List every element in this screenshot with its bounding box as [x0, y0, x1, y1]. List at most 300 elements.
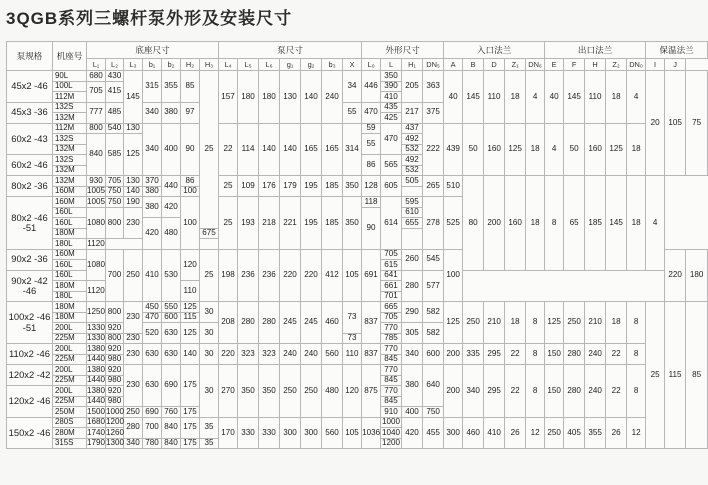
- dimension-cell: 8: [627, 344, 646, 365]
- pump-model-cell: 45x3 -36: [7, 102, 53, 123]
- dimension-cell: 540: [106, 123, 124, 134]
- dimension-cell: 22: [505, 365, 526, 418]
- dimension-cell: 330: [238, 417, 259, 449]
- dimension-cell: 280: [238, 302, 259, 344]
- dimension-cell: 1005: [87, 186, 106, 196]
- dimension-cell: 470: [381, 123, 402, 155]
- base-number-cell: 200L: [53, 386, 87, 397]
- header-inlet-flange: 入口法兰: [444, 42, 545, 59]
- dimension-cell: 175: [181, 438, 200, 449]
- dimension-cell: 190: [124, 197, 143, 208]
- dimension-cell: 455: [423, 417, 444, 449]
- dimension-cell: 1036: [362, 417, 381, 449]
- dimension-cell: 140: [301, 71, 322, 124]
- header-sub: Z₁: [505, 59, 526, 71]
- dimension-cell: 840: [87, 134, 106, 176]
- dimension-cell: 73: [343, 333, 362, 344]
- dimension-cell: 278: [423, 197, 444, 250]
- dimension-cell: 330: [259, 417, 280, 449]
- dimension-cell: 837: [362, 344, 381, 365]
- base-number-cell: 225M: [53, 333, 87, 344]
- pump-model-cell: 150x2 -46: [7, 417, 53, 449]
- dimension-cell: 179: [280, 176, 301, 197]
- dimension-cell: 750: [423, 407, 444, 418]
- dimension-cell: 222: [423, 123, 444, 176]
- dimension-cell: 180: [259, 71, 280, 124]
- dimension-cell: 560: [322, 417, 343, 449]
- dimension-cell: 193: [238, 197, 259, 250]
- dimension-cell: 530: [162, 249, 181, 302]
- header-sub: A: [444, 59, 463, 71]
- pump-model-cell: 60x2 -43: [7, 123, 53, 155]
- dimension-cell: 218: [259, 197, 280, 250]
- dimension-cell: 640: [423, 365, 444, 407]
- dimension-cell: 217: [402, 102, 423, 123]
- dimension-cell: 675: [200, 228, 219, 239]
- dimension-cell: 437: [402, 123, 423, 134]
- dimension-cell: 777: [87, 102, 106, 123]
- base-number-cell: 160M: [53, 186, 87, 197]
- dimension-cell: 118: [362, 197, 381, 208]
- dimension-cell: 230: [124, 365, 143, 407]
- dimension-cell: 85: [181, 71, 200, 103]
- base-number-cell: 132M: [53, 176, 87, 187]
- dimension-cell: 1440: [87, 396, 106, 406]
- pump-model-cell: 90x2 -36: [7, 249, 53, 270]
- dimension-cell: 525: [444, 197, 463, 250]
- dimension-cell: 230: [124, 207, 143, 239]
- dimension-cell: 1380: [87, 385, 106, 395]
- dimension-cell: 18: [627, 123, 646, 176]
- dimension-cell: 280: [564, 344, 585, 365]
- dimension-cell: 800: [106, 302, 124, 323]
- dimension-cell: 1120: [87, 238, 105, 248]
- dimension-cell: 18: [505, 71, 526, 124]
- dimension-cell: 1680: [87, 417, 106, 427]
- base-number-cell: 112M: [53, 92, 87, 103]
- dimension-table: [6, 41, 708, 449]
- dimension-cell: 595: [402, 197, 423, 208]
- header-sub: L₁: [87, 59, 106, 71]
- header-sub: J: [665, 59, 686, 71]
- table-row: [7, 59, 708, 71]
- dimension-cell: 18: [606, 71, 627, 124]
- dimension-cell: 145: [463, 71, 484, 124]
- header-outline-dims: 外形尺寸: [362, 42, 444, 59]
- header-base-dims: 底座尺寸: [87, 42, 219, 59]
- header-sub: DN₅: [423, 59, 444, 71]
- dimension-cell: 50: [564, 123, 585, 176]
- dimension-cell: 875: [362, 365, 381, 418]
- dimension-cell: 25: [219, 197, 238, 250]
- dimension-cell: 582: [423, 323, 444, 344]
- header-outlet-flange: 出口法兰: [545, 42, 646, 59]
- dimension-cell: 1380: [87, 343, 106, 353]
- dimension-cell: 30: [200, 302, 219, 323]
- dimension-cell: 480: [322, 365, 343, 418]
- dimension-cell: 90: [362, 207, 381, 249]
- document-title: 3QGB系列三螺杆泵外形及安装尺寸: [6, 9, 293, 28]
- dimension-cell: 230: [124, 333, 143, 344]
- dimension-cell: 100: [181, 197, 200, 250]
- header-sub: L₃: [124, 59, 143, 71]
- dimension-cell: 323: [259, 344, 280, 365]
- dimension-cell: 630: [143, 344, 162, 365]
- dimension-cell: 230: [124, 344, 143, 365]
- dimension-cell: 145: [564, 71, 585, 124]
- dimension-cell: 35: [200, 417, 219, 438]
- base-number-cell: 132S: [53, 134, 87, 145]
- dimension-cell: 175: [181, 417, 200, 438]
- dimension-cell: 545: [423, 249, 444, 270]
- dimension-cell: 115: [665, 302, 686, 449]
- dimension-cell: 705: [106, 176, 124, 187]
- dimension-cell: 350: [259, 365, 280, 418]
- dimension-cell: 410: [484, 417, 505, 449]
- dimension-cell: 236: [259, 249, 280, 302]
- base-number-cell: 180L: [53, 239, 87, 250]
- dimension-cell: 125: [444, 302, 463, 344]
- base-number-cell: 280S: [53, 417, 87, 428]
- dimension-cell: 35: [200, 438, 219, 449]
- dimension-cell: 290: [402, 302, 423, 323]
- dimension-cell: 410: [143, 249, 162, 302]
- dimension-cell: 59: [362, 123, 381, 134]
- dimension-cell: 680: [87, 71, 106, 82]
- dimension-cell: 25: [200, 249, 219, 302]
- dimension-cell: 12: [526, 417, 545, 449]
- dimension-cell: 4: [646, 176, 665, 271]
- dimension-cell: 800: [106, 333, 124, 344]
- pump-model-cell: 90x2 -42 -46: [7, 270, 53, 302]
- dimension-cell: 240: [322, 71, 343, 124]
- dimension-cell: 160: [505, 176, 526, 271]
- dimension-cell: 75: [686, 71, 708, 176]
- dimension-cell: 600: [423, 344, 444, 365]
- dimension-cell: 350: [343, 197, 362, 250]
- base-number-cell: 160L: [53, 218, 87, 229]
- dimension-cell: 270: [219, 365, 238, 418]
- dimension-cell: 4: [627, 71, 646, 124]
- dimension-cell: 340: [463, 365, 484, 418]
- dimension-cell: 18: [526, 123, 545, 176]
- dimension-cell: 80: [463, 176, 484, 271]
- dimension-cell: 109: [238, 176, 259, 197]
- dimension-cell: 128: [362, 176, 381, 197]
- header-sub: H₃: [200, 59, 219, 71]
- dimension-cell: 265: [423, 176, 444, 197]
- dimension-cell: 105: [665, 71, 686, 176]
- dimension-cell: 700: [143, 417, 162, 438]
- dimension-cell: 240: [585, 365, 606, 418]
- dimension-cell: 335: [463, 344, 484, 365]
- dimension-cell: 785: [381, 333, 402, 344]
- dimension-cell: 65: [564, 176, 585, 271]
- dimension-cell: 910: [381, 407, 402, 418]
- dimension-cell: 4: [526, 71, 545, 124]
- pump-model-cell: 80x2 -46 -51: [7, 197, 53, 250]
- dimension-cell: 185: [585, 176, 606, 271]
- dimension-cell: 340: [124, 438, 143, 449]
- dimension-cell: 1005: [87, 196, 106, 206]
- dimension-cell: 26: [606, 417, 627, 449]
- dimension-cell: 180: [686, 249, 708, 302]
- dimension-cell: 34: [343, 71, 362, 103]
- base-number-cell: 160L: [53, 270, 87, 281]
- base-number-cell: 200L: [53, 344, 87, 355]
- dimension-cell: 30: [200, 344, 219, 365]
- dimension-cell: 175: [181, 365, 200, 407]
- dimension-cell: 492: [402, 134, 423, 145]
- dimension-cell: 446: [362, 71, 381, 103]
- dimension-cell: 55: [343, 102, 362, 123]
- dimension-cell: 980: [106, 396, 124, 407]
- dimension-cell: 700: [106, 249, 124, 302]
- dimension-cell: 532: [402, 144, 423, 155]
- dimension-cell: 375: [423, 102, 444, 123]
- dimension-cell: 25: [200, 71, 219, 229]
- dimension-cell: 140: [181, 344, 200, 365]
- dimension-cell: 577: [423, 270, 444, 302]
- dimension-cell: 55: [362, 134, 381, 155]
- dimension-cell: 40: [545, 71, 564, 124]
- dimension-cell: 800: [106, 207, 124, 239]
- header-sub: b₁: [143, 59, 162, 71]
- dimension-cell: 1500: [87, 406, 106, 416]
- dimension-cell: 176: [259, 176, 280, 197]
- header-sub: H₂: [181, 59, 200, 71]
- base-number-cell: 280M: [53, 428, 87, 439]
- dimension-cell: 1330: [87, 322, 106, 332]
- dimension-cell: 440: [162, 176, 181, 197]
- header-sub: L₂: [106, 59, 124, 71]
- dimension-cell: 100: [444, 249, 463, 302]
- dimension-cell: 1200: [382, 438, 401, 448]
- dimension-cell: 1250: [87, 302, 106, 323]
- dimension-cell: 920: [106, 386, 124, 397]
- dimension-cell: 314: [343, 123, 362, 176]
- dimension-cell: 770: [381, 365, 402, 376]
- dimension-cell: 1300: [106, 438, 125, 448]
- dimension-cell: 198: [219, 249, 238, 302]
- dimension-cell: 980: [106, 375, 124, 386]
- dimension-cell: 582: [423, 302, 444, 323]
- dimension-cell: 380: [143, 197, 162, 218]
- dimension-cell: 1330: [87, 333, 106, 343]
- base-number-cell: 180M: [53, 312, 87, 323]
- dimension-cell: 20: [646, 71, 665, 176]
- dimension-cell: 8: [526, 344, 545, 365]
- dimension-cell: 25: [219, 176, 238, 197]
- header-sub: L₀: [362, 59, 381, 71]
- dimension-cell: 550: [162, 302, 181, 313]
- header-sub: L: [381, 59, 402, 71]
- dimension-cell: 363: [423, 71, 444, 103]
- dimension-cell: 420: [162, 197, 181, 218]
- base-number-cell: 180M: [53, 281, 87, 292]
- dimension-cell: 240: [280, 344, 301, 365]
- dimension-cell: 8: [627, 365, 646, 418]
- dimension-cell: 340: [143, 102, 162, 123]
- dimension-cell: 661: [381, 281, 402, 292]
- dimension-cell: 380: [402, 365, 423, 407]
- base-number-cell: 112M: [53, 123, 87, 134]
- dimension-cell: 130: [124, 176, 143, 187]
- dimension-cell: 750: [106, 186, 124, 197]
- dimension-cell: 1000: [382, 417, 401, 427]
- dimension-cell: 195: [301, 197, 322, 250]
- dimension-cell: 630: [143, 365, 162, 407]
- base-number-cell: 180M: [53, 302, 87, 313]
- pump-model-cell: 80x2 -36: [7, 176, 53, 197]
- dimension-cell: 520: [143, 323, 162, 344]
- dimension-cell: 125: [124, 134, 143, 176]
- dimension-cell: 280: [124, 417, 143, 438]
- dimension-cell: 510: [444, 176, 463, 197]
- dimension-cell: 605: [381, 176, 402, 197]
- dimension-cell: 250: [545, 417, 564, 449]
- dimension-cell: 614: [381, 197, 402, 250]
- dimension-cell: 370: [143, 176, 162, 187]
- dimension-cell: 439: [444, 123, 463, 176]
- dimension-cell: 1200: [106, 417, 125, 427]
- dimension-cell: 380: [162, 102, 181, 123]
- pump-model-cell: 120x2 -46: [7, 386, 53, 418]
- dimension-cell: 845: [381, 375, 402, 386]
- base-number-cell: 160M: [53, 197, 87, 208]
- base-number-cell: 160L: [53, 207, 87, 218]
- dimension-cell: 130: [280, 71, 301, 124]
- dimension-cell: 641: [381, 270, 402, 281]
- header-base-no: 机座号: [53, 42, 87, 71]
- dimension-cell: 220: [280, 249, 301, 302]
- dimension-cell: 470: [143, 312, 162, 323]
- dimension-cell: 565: [381, 155, 402, 176]
- dimension-cell: 1040: [382, 427, 401, 437]
- dimension-cell: 100: [181, 186, 200, 197]
- base-number-cell: 200L: [53, 365, 87, 376]
- dimension-cell: 470: [362, 102, 381, 123]
- table-row: [7, 302, 708, 313]
- dimension-cell: 1260: [106, 427, 125, 437]
- dimension-cell: 690: [162, 365, 181, 407]
- dimension-cell: 250: [124, 249, 143, 302]
- header-sub: L₄: [219, 59, 238, 71]
- dimension-cell: 90: [181, 123, 200, 176]
- dimension-cell: 115: [181, 312, 200, 323]
- dimension-cell: 770: [381, 323, 402, 334]
- dimension-cell: 165: [322, 123, 343, 176]
- dimension-cell: 140: [124, 186, 143, 197]
- dimension-cell: 350: [238, 365, 259, 418]
- dimension-cell: 295: [484, 344, 505, 365]
- header-sub: X: [343, 59, 362, 71]
- header-sub: B: [463, 59, 484, 71]
- dimension-cell: 26: [505, 417, 526, 449]
- header-sub: g₁: [280, 59, 301, 71]
- table-row: [7, 176, 708, 187]
- base-number-cell: 315S: [53, 438, 87, 449]
- dimension-cell: 25: [646, 302, 665, 449]
- dimension-cell: 280: [402, 270, 423, 302]
- dimension-cell: 22: [219, 123, 238, 176]
- header-sub: H₁: [402, 59, 423, 71]
- dimension-cell: 250: [124, 407, 143, 418]
- dimension-cell: 485: [106, 102, 124, 123]
- dimension-cell: 460: [322, 302, 343, 344]
- dimension-cell: 412: [322, 249, 343, 302]
- header-sub: L₆: [259, 59, 280, 71]
- dimension-cell: 840: [162, 417, 181, 438]
- dimension-cell: 705: [87, 81, 106, 102]
- header-sub: L₅: [238, 59, 259, 71]
- dimension-cell: 170: [219, 417, 238, 449]
- dimension-cell: 8: [526, 302, 545, 344]
- dimension-cell: 705: [381, 249, 402, 260]
- dimension-cell: 250: [564, 302, 585, 344]
- dimension-cell: 230: [124, 302, 143, 334]
- dimension-cell: 165: [301, 123, 322, 176]
- dimension-cell: 236: [238, 249, 259, 302]
- dimension-cell: 420: [143, 218, 162, 250]
- dimension-cell: 86: [362, 155, 381, 176]
- dimension-cell: 610: [402, 207, 423, 218]
- dimension-cell: 770: [381, 344, 402, 355]
- dimension-cell: 175: [181, 407, 200, 418]
- dimension-cell: 110: [585, 71, 606, 124]
- dimension-cell: 221: [280, 197, 301, 250]
- dimension-cell: 300: [301, 417, 322, 449]
- base-number-cell: 132S: [53, 102, 87, 113]
- dimension-cell: 18: [627, 176, 646, 271]
- header-sub: D: [484, 59, 505, 71]
- table-row: [7, 417, 708, 428]
- dimension-cell: 615: [381, 260, 402, 271]
- base-number-cell: 132M: [53, 165, 87, 176]
- base-number-cell: 180M: [53, 228, 87, 239]
- dimension-cell: 980: [106, 354, 124, 365]
- dimension-cell: 4: [545, 123, 564, 176]
- dimension-cell: 150: [545, 365, 564, 418]
- dimension-cell: 185: [322, 197, 343, 250]
- dimension-cell: 532: [402, 165, 423, 176]
- base-number-cell: 132S: [53, 155, 87, 166]
- base-number-cell: 225M: [53, 375, 87, 386]
- dimension-cell: 245: [280, 302, 301, 344]
- dimension-cell: 630: [162, 323, 181, 344]
- base-number-cell: 160L: [53, 260, 87, 271]
- dimension-cell: 145: [124, 71, 143, 124]
- dimension-cell: 1080: [87, 249, 106, 281]
- dimension-cell: 770: [381, 386, 402, 397]
- dimension-cell: 400: [162, 123, 181, 176]
- dimension-cell: 110: [343, 344, 362, 365]
- table-row: [7, 71, 708, 82]
- dimension-cell: 210: [585, 302, 606, 344]
- dimension-cell: 350: [343, 176, 362, 197]
- header-sub: I: [646, 59, 665, 71]
- pump-model-cell: 100x2 -46 -51: [7, 302, 53, 344]
- dimension-cell: 600: [162, 312, 181, 323]
- dimension-cell: 300: [280, 417, 301, 449]
- dimension-cell: 114: [238, 123, 259, 176]
- table-row: [7, 42, 708, 59]
- dimension-cell: 110: [484, 71, 505, 124]
- dimension-cell: 665: [381, 302, 402, 313]
- dimension-cell: 125: [505, 123, 526, 176]
- dimension-cell: 800: [87, 123, 106, 134]
- dimension-cell: 400: [402, 407, 423, 418]
